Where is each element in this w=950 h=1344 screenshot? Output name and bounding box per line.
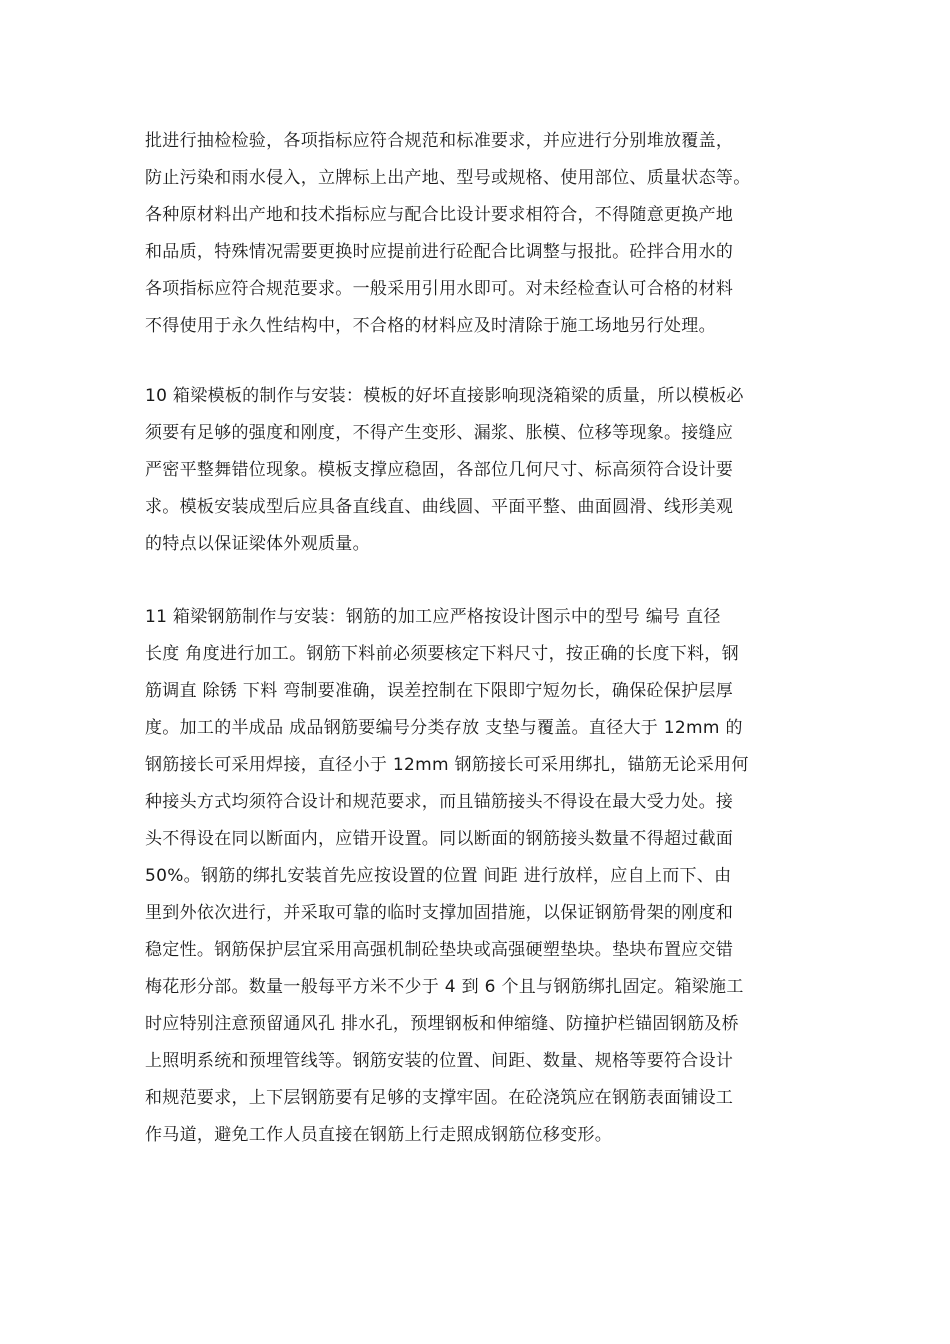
paragraph-rebar [145, 599, 810, 1154]
text-line: 钢筋接长可采用焊接，直径小于 12mm 钢筋接长可采用绑扎，锚筋无论采用何 [145, 755, 749, 775]
text-line: 头不得设在同以断面内，应错开设置。同以断面的钢筋接头数量不得超过截面 [145, 829, 734, 849]
text-line: 时应特别注意预留通风孔 排水孔，预埋钢板和伸缩缝、防撞护栏锚固钢筋及桥 [145, 1014, 739, 1034]
text-line: 11 箱梁钢筋制作与安装：钢筋的加工应严格按设计图示中的型号 编号 直径 [145, 607, 721, 627]
text-line: 的特点以保证梁体外观质量。 [145, 534, 370, 554]
text-line: 批进行抽检检验，各项指标应符合规范和标准要求，并应进行分别堆放覆盖， [145, 131, 734, 151]
text-line: 求。模板安装成型后应具备直线直、曲线圆、平面平整、曲面圆滑、线形美观 [145, 497, 734, 517]
text-line: 度。加工的半成品 成品钢筋要编号分类存放 支垫与覆盖。直径大于 12mm 的 [145, 718, 743, 738]
text-line: 10 箱梁模板的制作与安装：模板的好坏直接影响现浇箱梁的质量，所以模板必 [145, 386, 744, 406]
text-line: 须要有足够的强度和刚度，不得产生变形、漏浆、胀模、位移等现象。接缝应 [145, 423, 734, 443]
text-line: 和规范要求，上下层钢筋要有足够的支撑牢固。在砼浇筑应在钢筋表面铺设工 [145, 1088, 734, 1108]
text-line: 上照明系统和预埋管线等。钢筋安装的位置、间距、数量、规格等要符合设计 [145, 1051, 734, 1071]
text-line: 各种原材料出产地和技术指标应与配合比设计要求相符合，不得随意更换产地 [145, 205, 734, 225]
text-line: 梅花形分部。数量一般每平方米不少于 4 到 6 个且与钢筋绑扎固定。箱梁施工 [145, 977, 744, 997]
text-line: 种接头方式均须符合设计和规范要求，而且锚筋接头不得设在最大受力处。接 [145, 792, 734, 812]
text-line: 长度 角度进行加工。钢筋下料前必须要核定下料尺寸，按正确的长度下料，钢 [145, 644, 739, 664]
text-line: 防止污染和雨水侵入，立牌标上出产地、型号或规格、使用部位、质量状态等。 [145, 168, 751, 188]
text-line: 各项指标应符合规范要求。一般采用引用水即可。对未经检查认可合格的材料 [145, 279, 734, 299]
text-line: 稳定性。钢筋保护层宜采用高强机制砼垫块或高强硬塑垫块。垫块布置应交错 [145, 940, 734, 960]
paragraph-materials [145, 123, 810, 345]
text-line: 里到外依次进行，并采取可靠的临时支撑加固措施，以保证钢筋骨架的刚度和 [145, 903, 734, 923]
text-line: 不得使用于永久性结构中，不合格的材料应及时清除于施工场地另行处理。 [145, 316, 716, 336]
text-line: 50%。钢筋的绑扎安装首先应按设置的位置 间距 进行放样，应自上而下、由 [145, 866, 732, 886]
text-line: 严密平整舞错位现象。模板支撑应稳固，各部位几何尺寸、标高须符合设计要 [145, 460, 734, 480]
paragraph-formwork [145, 378, 810, 563]
text-line: 和品质，特殊情况需要更换时应提前进行砼配合比调整与报批。砼拌合用水的 [145, 242, 734, 262]
text-line: 筋调直 除锈 下料 弯制要准确，误差控制在下限即宁短勿长，确保砼保护层厚 [145, 681, 734, 701]
text-line: 作马道，避免工作人员直接在钢筋上行走照成钢筋位移变形。 [145, 1125, 613, 1145]
